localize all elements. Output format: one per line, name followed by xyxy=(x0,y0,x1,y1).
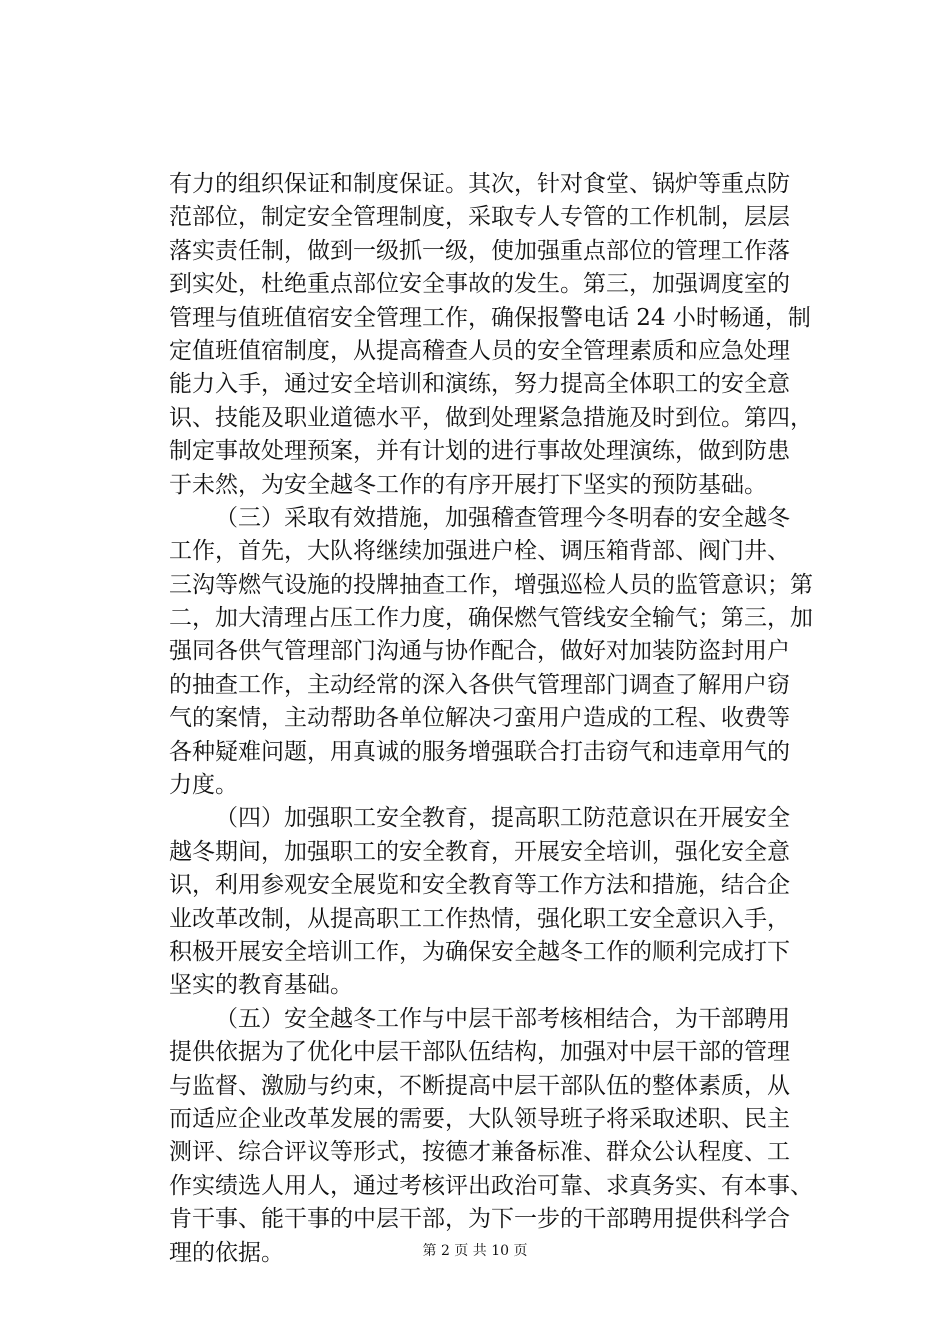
text-line: 定值班值宿制度，从提高稽查人员的安全管理素质和应急处理 xyxy=(169,337,790,364)
paragraph-heading-4: （四）加强职工安全教育，提高职工防范意识在开展安全 xyxy=(215,805,790,832)
text-line: 有力的组织保证和制度保证。其次，针对食堂、锅炉等重点防 xyxy=(169,171,790,197)
text-line: 制定事故处理预案，并有计划的进行事故处理演练，做到防患 xyxy=(169,438,790,465)
text-line: 与监督、激励与约束，不断提高中层干部队伍的整体素质，从 xyxy=(169,1072,790,1099)
text-line: 于未然，为安全越冬工作的有序开展打下坚实的预防基础。 xyxy=(169,471,767,498)
text-line: 理的依据。 xyxy=(169,1239,284,1266)
text-line: 而适应企业改革发展的需要，大队领导班子将采取述职、民主 xyxy=(169,1105,790,1132)
paragraph-heading-3: （三）采取有效措施，加强稽查管理今冬明春的安全越冬 xyxy=(215,504,790,531)
text-line: 坚实的教育基础。 xyxy=(169,972,353,999)
text-line: 积极开展安全培训工作，为确保安全越冬工作的顺利完成打下 xyxy=(169,938,790,965)
text-line: 工作，首先，大队将继续加强进户栓、调压箱背部、阀门井、 xyxy=(169,538,790,565)
text-line: 能力入手，通过安全培训和演练，努力提高全体职工的安全意 xyxy=(169,371,790,398)
text-line: 业改革改制，从提高职工工作热情，强化职工安全意识入手， xyxy=(169,905,790,932)
text-line: 越冬期间，加强职工的安全教育，开展安全培训，强化安全意 xyxy=(169,838,790,865)
page-number-footer: 第 2 页 共 10 页 xyxy=(422,1243,528,1259)
text-line: 二，加大清理占压工作力度，确保燃气管线安全输气；第三，加 xyxy=(169,605,813,632)
body-text xyxy=(169,168,829,1270)
text-line: 落实责任制，做到一级抓一级，使加强重点部位的管理工作落 xyxy=(169,237,790,264)
text-line: 力度。 xyxy=(169,772,238,799)
text-line: 强同各供气管理部门沟通与协作配合，做好对加装防盗封用户 xyxy=(169,638,790,665)
text-line: 肯干事、能干事的中层干部，为下一步的干部聘用提供科学合 xyxy=(169,1206,790,1233)
text-line: 的抽查工作，主动经常的深入各供气管理部门调查了解用户窃 xyxy=(169,671,790,698)
text-line: 测评、综合评议等形式，按德才兼备标准、群众公认程度、工 xyxy=(169,1139,790,1166)
text-line: 各种疑难问题，用真诚的服务增强联合打击窃气和违章用气的 xyxy=(169,738,790,765)
text-line: 到实处，杜绝重点部位安全事故的发生。第三，加强调度室的 xyxy=(169,271,790,298)
paragraph-heading-5: （五）安全越冬工作与中层干部考核相结合，为干部聘用 xyxy=(215,1005,790,1032)
text-line: 识，利用参观安全展览和安全教育等工作方法和措施，结合企 xyxy=(169,872,790,899)
text-line: 气的案情，主动帮助各单位解决刁蛮用户造成的工程、收费等 xyxy=(169,705,790,732)
text-line: 三沟等燃气设施的投牌抽查工作，增强巡检人员的监管意识；第 xyxy=(169,571,813,598)
text-line: 作实绩选人用人，通过考核评出政治可靠、求真务实、有本事、 xyxy=(169,1172,813,1199)
text-line: 提供依据为了优化中层干部队伍结构，加强对中层干部的管理 xyxy=(169,1039,790,1066)
text-line: 识、技能及职业道德水平，做到处理紧急措施及时到位。第四， xyxy=(169,404,813,431)
text-line: 范部位，制定安全管理制度，采取专人专管的工作机制，层层 xyxy=(169,204,790,231)
text-line: 管理与值班值宿安全管理工作，确保报警电话 24 小时畅通，制 xyxy=(169,304,811,331)
